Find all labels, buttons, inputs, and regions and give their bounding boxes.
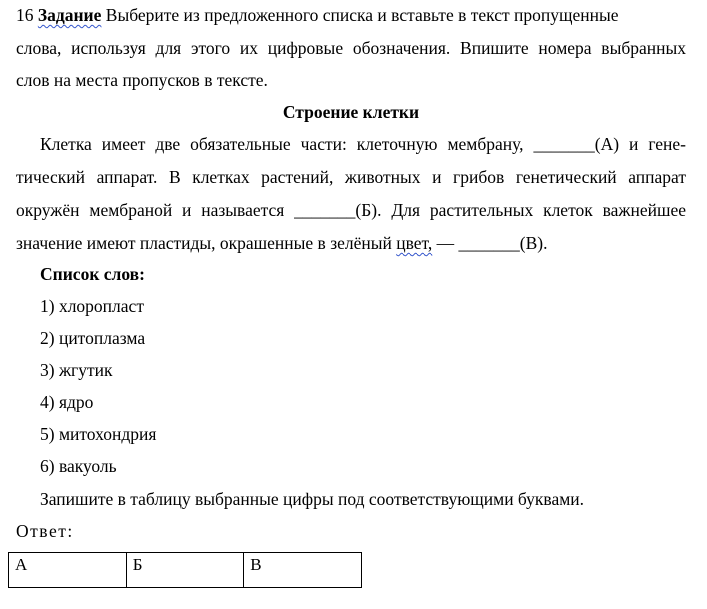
task-line-1: [16, 4, 686, 26]
answer-table: [8, 552, 362, 588]
text-line-4-a: значение имеют пластиды, окрашенные в зелёный: [16, 233, 392, 253]
word-list-item: 3) жгутик: [40, 360, 113, 380]
section-title: Строение клетки: [282, 102, 420, 122]
word-list-item: 5) митохондрия: [40, 424, 157, 444]
text-line-4-b: цвет,: [396, 233, 433, 253]
text-line-1: Клетка имеет две обязательные части: клеточную мембрану, _______(А) и гене-: [40, 134, 686, 154]
answer-cell-v[interactable]: В: [244, 553, 362, 588]
task-line-2: слова, используя для этого их цифровые обозначения. Впишите номера выбранных: [16, 38, 686, 58]
task-label: Задание: [37, 5, 102, 25]
task-number: 16: [16, 5, 34, 25]
word-list-item: 1) хлоропласт: [40, 296, 144, 316]
word-list-item: 2) цитоплазма: [40, 328, 146, 348]
instruction-text: Запишите в таблицу выбранные цифры под соответствующими буквами.: [40, 489, 585, 509]
word-list-item: 6) вакуоль: [40, 456, 117, 476]
answer-label: Ответ:: [16, 521, 74, 541]
text-line-2: тический аппарат. В клетках растений, животных и грибов генетический аппарат: [16, 167, 686, 187]
text-line-3: окружён мембраной и называется _______(Б). Для растительных клеток важнейшее: [16, 200, 686, 220]
word-list-heading: Список слов:: [40, 264, 145, 284]
answer-cell-b[interactable]: Б: [126, 553, 244, 588]
answer-cell-a[interactable]: А: [9, 553, 127, 588]
task-line-3: слов на места пропусков в тексте.: [16, 70, 268, 90]
task-text-1: Выберите из предложенного списка и вставьте в текст пропущенные: [105, 5, 619, 25]
text-line-4-c: — _______(В).: [432, 233, 548, 253]
answer-table-row: [9, 553, 362, 588]
word-list-item: 4) ядро: [40, 392, 94, 412]
text-line-4: [16, 232, 686, 254]
